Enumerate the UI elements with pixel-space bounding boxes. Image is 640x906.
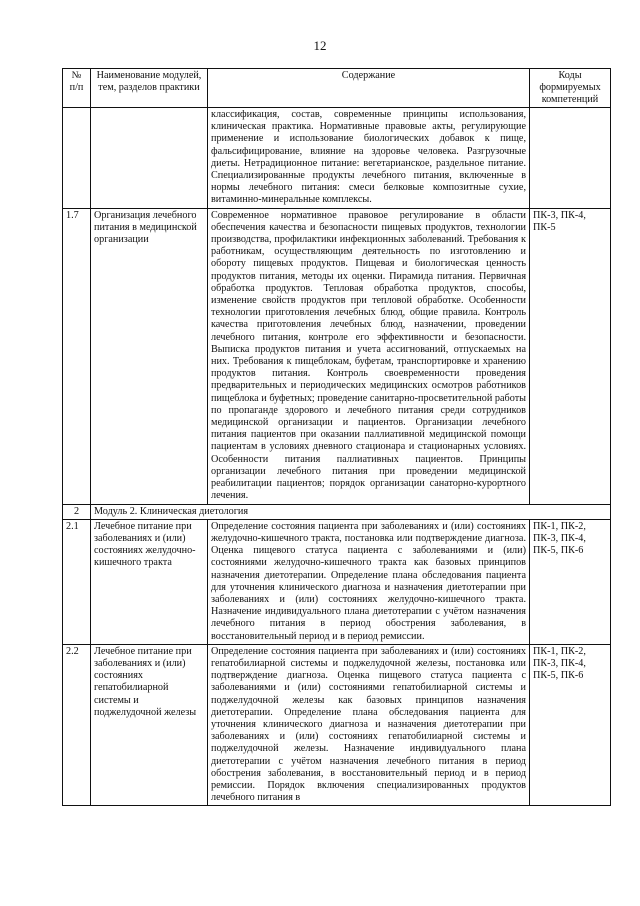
row-name: Лечебное питание при заболеваниях и (или) состояниях гепатобилиарной системы и поджелудочной железы	[91, 644, 208, 806]
header-codes: Коды формируемых компетенций	[530, 69, 611, 108]
row-codes: ПК-3, ПК-4, ПК-5	[530, 208, 611, 504]
row-num: 2.1	[63, 519, 91, 644]
row-content: Определение состояния пациента при заболеваниях и (или) состояниях гепатобилиарной системы и поджелудочной железы, постановка или подтверждение диагноза. Оценка пищевого статуса пациента с заболеваниями и (или) состояниями гепатобилиарной системы и поджелудочной железы как базовых принципов назначения диетотерапии. Определение плана обследования пациента для уточнения клинического диагноза и назначения диетотерапии при заболеваниях и (или) состояниях гепатобилиарной системы и поджелудочной железы. Назначение индивидуального плана диетотерапии с учётом назначения лечебного питания в период обострения заболевания, в восстановительный период и в период ремиссии. Порядок включения специализированных продуктов лечебного питания в	[208, 644, 530, 806]
module-title: Модуль 2. Клиническая диетология	[91, 504, 611, 519]
curriculum-table	[62, 68, 611, 806]
module-num: 2	[63, 504, 91, 519]
row-num: 2.2	[63, 644, 91, 806]
module-row	[63, 504, 611, 519]
row-name	[91, 108, 208, 209]
row-codes: ПК-1, ПК-2, ПК-3, ПК-4, ПК-5, ПК-6	[530, 519, 611, 644]
table-row	[63, 644, 611, 806]
row-name: Организация лечебного питания в медицинской организации	[91, 208, 208, 504]
row-num: 1.7	[63, 208, 91, 504]
table-row	[63, 208, 611, 504]
row-content: Определение состояния пациента при заболеваниях и (или) состояниях желудочно-кишечного тракта, постановка или подтверждение диагноза. Оценка пищевого статуса пациента с заболеваниями и (или) состояниями желудочно-кишечного тракта как базовых принципов назначения диетотерапии. Определение плана обследования пациента для уточнения клинического диагноза и назначения диетотерапии при заболеваниях и (или) состояниях желудочно-кишечного тракта. Назначение индивидуального плана диетотерапии с учётом назначения лечебного питания в период обострения заболевания, в восстановительный период и в период ремиссии.	[208, 519, 530, 644]
row-codes: ПК-1, ПК-2, ПК-3, ПК-4, ПК-5, ПК-6	[530, 644, 611, 806]
row-content: классификация, состав, современные принципы использования, клиническая практика. Нормативные правовые акты, регулирующие применение и использование биологических добавок к пище, фальсифицирование, влияние на здоровье человека. Разгрузочные диеты. Нетрадиционное питание: вегетарианское, раздельное питание. Специализированные продукты лечебного питания, включенные в нормы лечебного питания: смеси белковые композитные сухие, витаминно-минеральные комплексы.	[208, 108, 530, 209]
page-number: 12	[313, 38, 327, 53]
header-name: Наименование модулей, тем, разделов практики	[91, 69, 208, 108]
row-num	[63, 108, 91, 209]
header-num: № п/п	[63, 69, 91, 108]
row-name: Лечебное питание при заболеваниях и (или) состояниях желудочно-кишечного тракта	[91, 519, 208, 644]
header-content: Содержание	[208, 69, 530, 108]
table-row	[63, 108, 611, 209]
table-row	[63, 519, 611, 644]
row-content: Современное нормативное правовое регулирование в области обеспечения качества и безопасности пищевых продуктов, технологии производства, профилактики инфекционных заболеваний. Требования к работникам, осуществляющим деятельность по изготовлению и обороту пищевых продуктов. Пищевая и биологическая ценность продуктов питания, методы их оценки. Пирамида питания. Первичная обработка продуктов. Тепловая обработка продуктов, способы, изменение свойств продуктов при тепловой обработке. Особенности технологии приготовления лечебных блюд, общие правила. Контроль качества приготовления лечебных блюд, назначении, проведении лечебного питания, контроле его эффективности и безопасности. Выписка продуктов питания и учета ассигнований, отпускаемых на них. Требования к пищеблокам, буфетам, транспортировке и хранению продуктов питания. Контроль своевременности проведения предварительных и периодических медицинских осмотров работников пищеблока и буфетных; проведение санитарно-просветительной работы по пропаганде здорового и лечебного питания среди сотрудников медицинской организации и пациентов. Организации лечебного питания пациентов при оказании паллиативной медицинской помощи пациентам в условиях дневного стационара и стационарных условиях. Особенности питания паллиативных пациентов. Принципы организации лечебного питания при проведении медицинской реабилитации пациентов; порядок организации санаторно-курортного лечения.	[208, 208, 530, 504]
table-header-row	[63, 69, 611, 108]
row-codes	[530, 108, 611, 209]
